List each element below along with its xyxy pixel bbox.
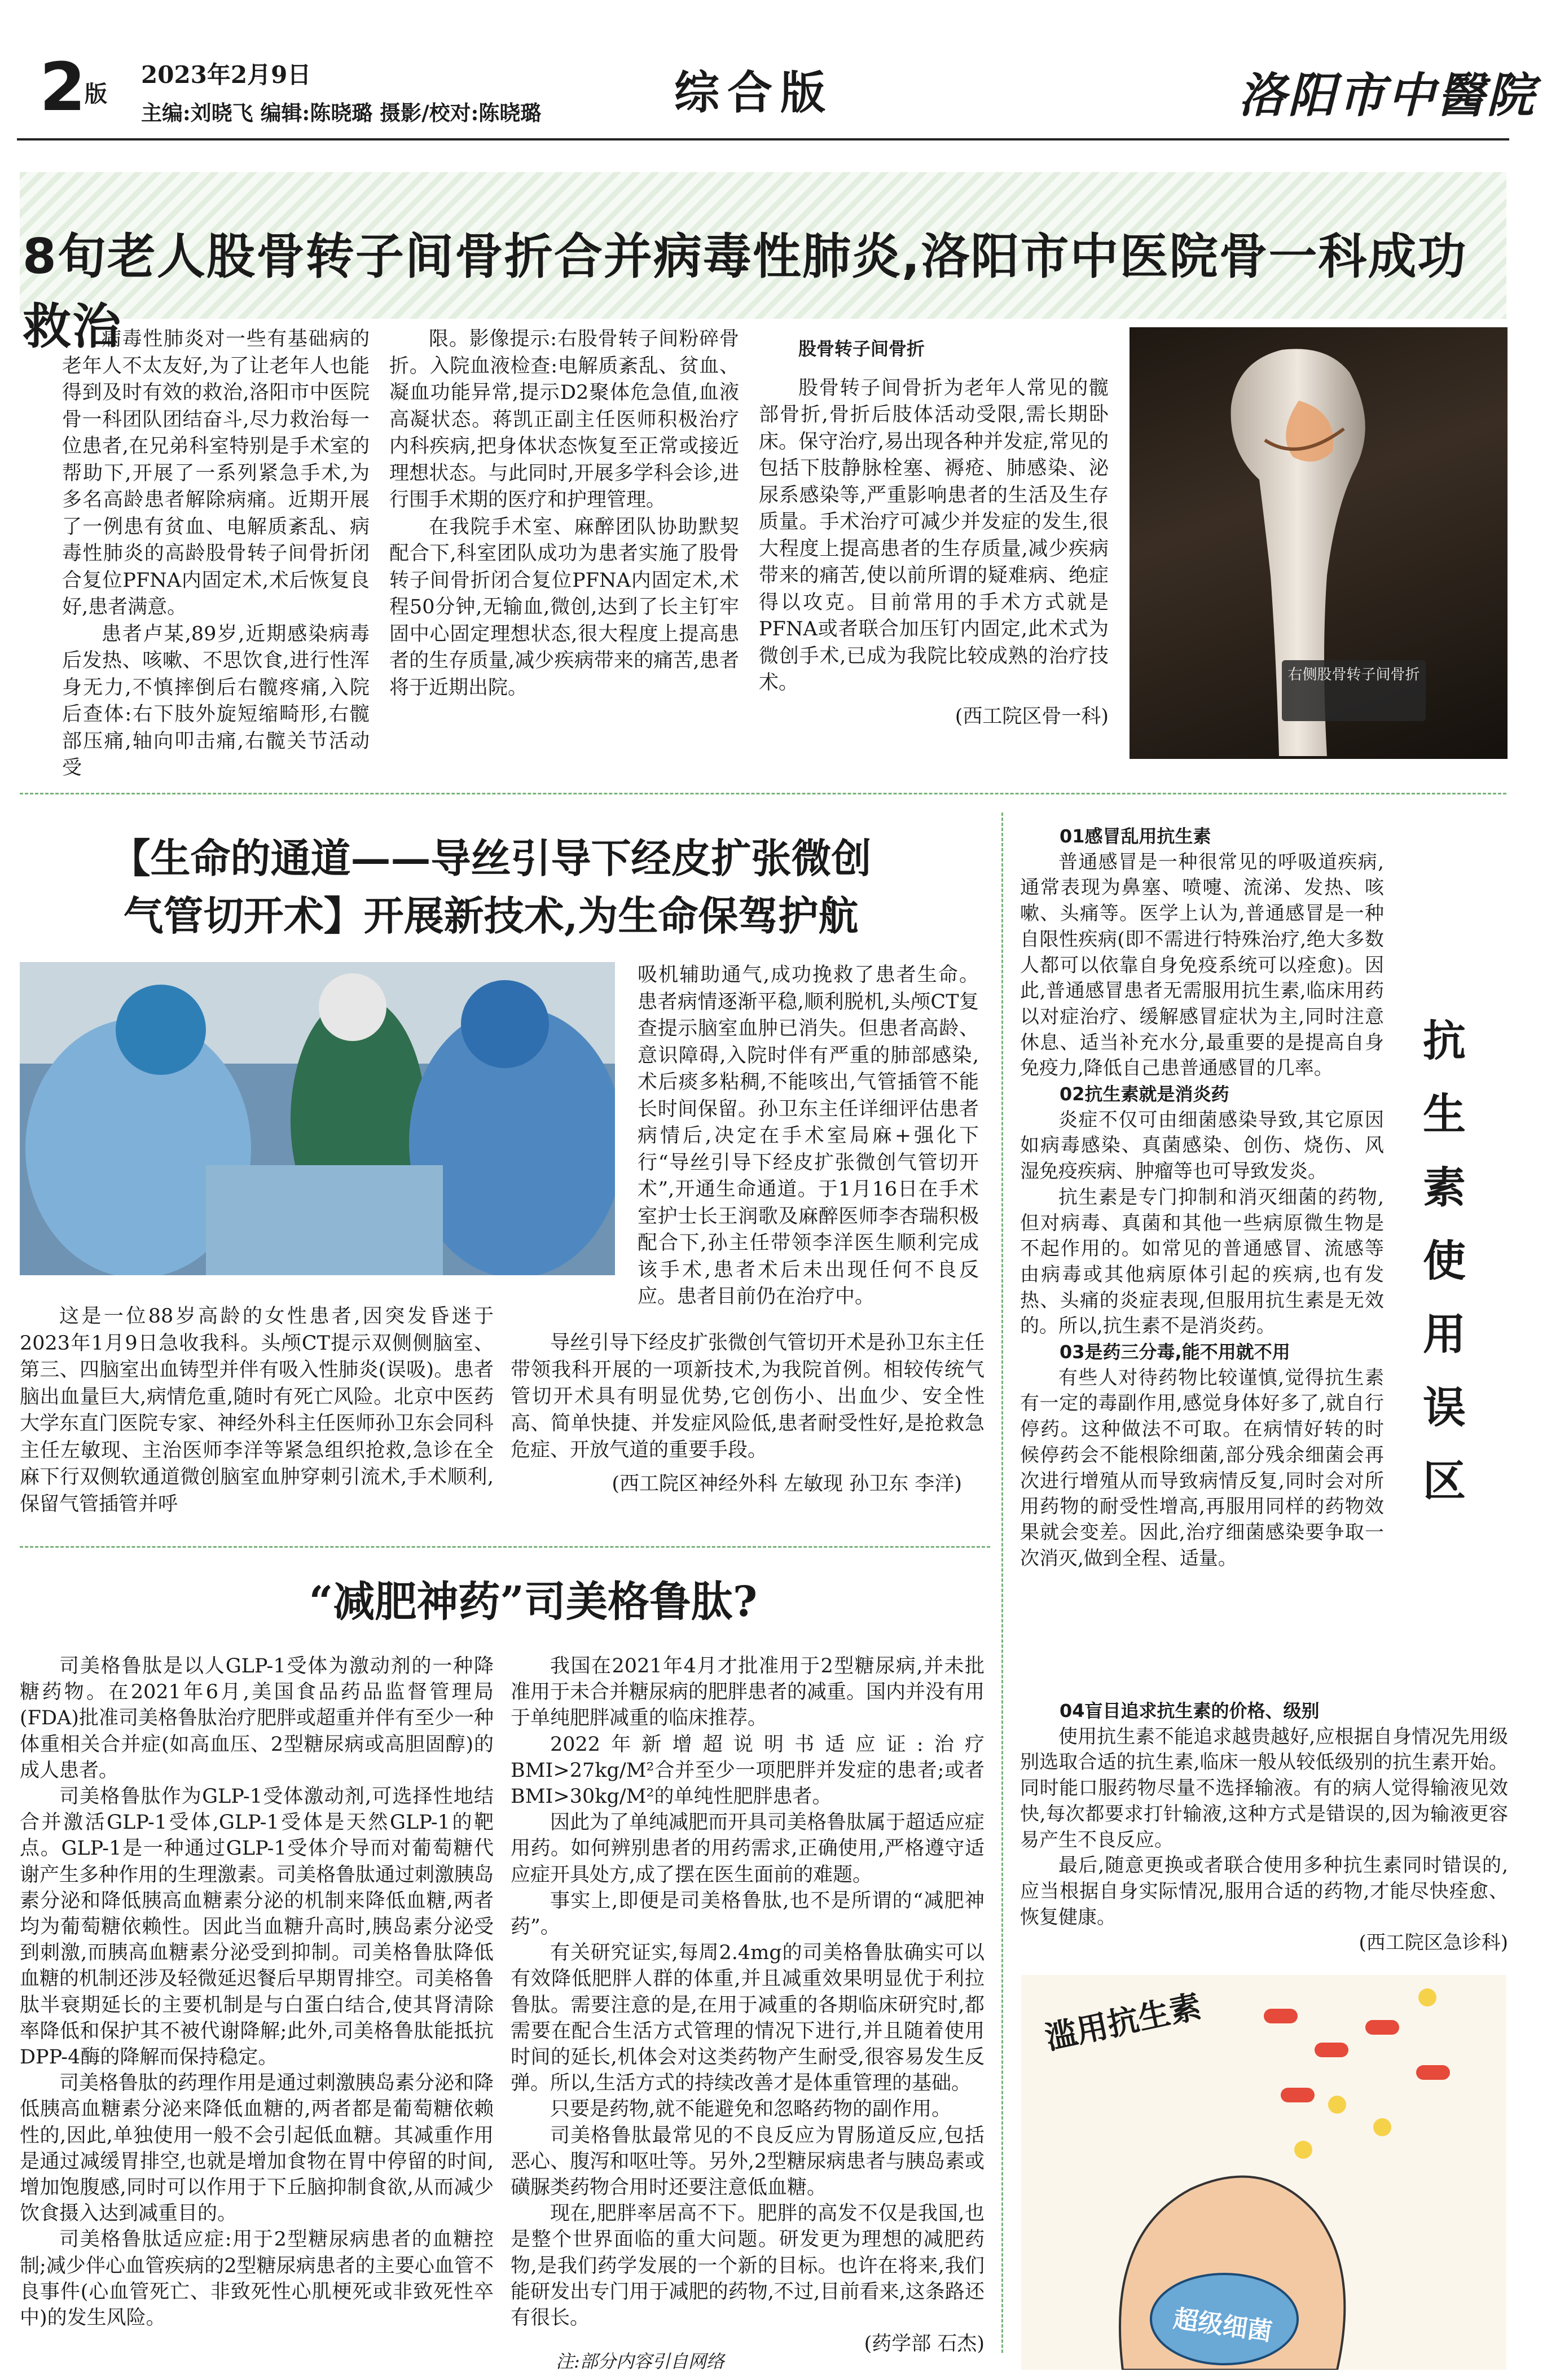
header-rule bbox=[17, 138, 1509, 140]
antibiotic-cartoon bbox=[1021, 1975, 1506, 2370]
paragraph: 抗生素是专门抑制和消灭细菌的药物,但对病毒、真菌和其他一些病原微生物是不起作用的。如常见的普通感冒、流感等由病毒或其他病原体引起的疾病,也有发热、头痛的炎症表现,但服用抗生素是无效的。所以,抗生素不是消炎药。 bbox=[1020, 1185, 1384, 1338]
hospital-logo: 洛阳市中醫院 bbox=[1238, 67, 1537, 123]
xray-image bbox=[1130, 327, 1508, 759]
article2-right-col bbox=[638, 962, 979, 1311]
column-divider bbox=[1001, 813, 1003, 2353]
paragraph: 病毒性肺炎对一些有基础病的老年人不太友好,为了让老年人也能得到及时有效的救治,洛阳市中医院骨一科团队团结奋斗,尽力救治每一位患者,在兄弟科室特别是手术室的帮助下,开展了一系列紧急手术,为多名高龄患者解除病痛。近期开展了一例患有贫血、电解质紊乱、病毒性肺炎的高龄股骨转子间骨折闭合复位PFNA内固定术,术后恢复良好,患者满意。 bbox=[62, 328, 370, 618]
paragraph: 2022年新增超说明书适应证:治疗BMI>27kg/M²合并至少一项肥胖并发症的患者;或者BMI>30kg/M²的单纯性肥胖患者。 bbox=[511, 1733, 985, 1808]
article1-credit: (西工院区骨一科) bbox=[955, 705, 1109, 728]
paragraph: 这是一位88岁高龄的女性患者,因突发昏迷于2023年1月9日急收我科。头颅CT提示双侧侧脑室、第三、四脑室出血铸型并伴有吸入性肺炎(误吸)。患者脑出血量巨大,病情危重,随时有死亡风险。北京中医药大学东直门医院专家、神经外科主任医师孙卫东会同科主任左敏现、主治医师李洋等紧急组织抢救,急诊在全麻下行双侧软通道微创脑室血肿穿刺引流术,手术顺利,保留气管插管并呼 bbox=[20, 1305, 494, 1516]
illus-label-bottom: 超级细菌 bbox=[1171, 2304, 1274, 2347]
paragraph: 炎症不仅可由细菌感染导致,其它原因如病毒感染、真菌感染、创伤、烧伤、风湿免疫疾病、肿瘤等也可导致发炎。 bbox=[1020, 1108, 1384, 1183]
headline-line: 【生命的通道——导丝引导下经皮扩张微创 bbox=[110, 835, 872, 882]
paragraph: 股骨转子间骨折为老年人常见的髋部骨折,骨折后肢体活动受限,需长期卧床。保守治疗,易出现各种并发症,常见的包括下肢静脉栓塞、褥疮、肺感染、泌尿系感染等,严重影响患者的生活及生存质量。手术治疗可减少并发症的发生,很大程度上提高患者的生存质量,减少疾病带来的痛苦,使以前所谓的疑难病、绝症得以攻克。目前常用的手术方式就是PFNA或者联合加压钉内固定,此术式为微创手术,已成为我院比较成熟的治疗技术。 bbox=[759, 376, 1109, 694]
sidebar-heading: 01感冒乱用抗生素 bbox=[1060, 825, 1211, 847]
paragraph: 有些人对待药物比较谨慎,觉得抗生素有一定的毒副作用,感觉身体好多了,就自行停药。这种做法不可取。在病情好转的时候停药会不能根除细菌,部分残余细菌会再次进行增殖从而导致病情反复,同时会对所用药物的耐受性增高,再服用同样的药物效果就会变差。因此,治疗细菌感染要争取一次消灭,做到全程、适量。 bbox=[1020, 1366, 1384, 1570]
headline-line: 气管切开术】开展新技术,为生命保驾护航 bbox=[123, 892, 859, 939]
paragraph: 我国在2021年4月才批准用于2型糖尿病,并未批准用于未合并糖尿病的肥胖患者的减重。国内并没有用于单纯肥胖减重的临床推荐。 bbox=[511, 1655, 985, 1730]
sidebar-heading: 02抗生素就是消炎药 bbox=[1060, 1083, 1229, 1105]
paragraph: 最后,随意更换或者联合使用多种抗生素同时错误的,应当根据自身实际情况,服用合适的药物,才能尽快痊愈、恢复健康。 bbox=[1020, 1854, 1508, 1929]
article1-headline: 8旬老人股骨转子间骨折合并病毒性肺炎,洛阳市中医院骨一科成功救治 bbox=[23, 229, 1467, 355]
section-divider bbox=[20, 793, 1506, 794]
article2-left-col bbox=[20, 1303, 494, 1518]
footnote: 注:部分内容引自网络 bbox=[556, 2351, 724, 2372]
sidebar-col-bottom bbox=[1020, 1698, 1508, 1956]
section-divider bbox=[20, 1546, 990, 1548]
paragraph: 司美格鲁肽最常见的不良反应为胃肠道反应,包括恶心、腹泻和呕吐等。另外,2型糖尿病患者与胰岛素或磺脲类药物合用时还要注意低血糖。 bbox=[511, 2124, 985, 2199]
article3-col2 bbox=[511, 1653, 985, 2357]
paragraph: 事实上,即便是司美格鲁肽,也不是所谓的“减肥神药”。 bbox=[511, 1889, 985, 1939]
page-number: 2 bbox=[39, 48, 86, 126]
article3-col1 bbox=[20, 1653, 494, 2331]
article2-headline bbox=[51, 829, 931, 945]
article2-lower-col bbox=[511, 1330, 985, 1498]
surgery-scene bbox=[20, 962, 615, 1275]
paragraph: 导丝引导下经皮扩张微创气管切开术是孙卫东主任带领我科开展的一项新技术,为我院首例。相较传统气管切开术具有明显优势,它创伤小、出血少、安全性高、简单快捷、并发症风险低,患者耐受性好,是抢救急危症、开放气道的重要手段。 bbox=[511, 1332, 985, 1461]
article1-col2 bbox=[389, 326, 739, 701]
paragraph: 有关研究证实,每周2.4mg的司美格鲁肽确实可以有效降低肥胖人群的体重,并且减重效果明显优于利拉鲁肽。需要注意的是,在用于减重的各期临床研究时,都需要在配合生活方式管理的情况下进行,并且随着使用时间的延长,机体会对这类药物产生耐受,很容易发生反弹。所以,生活方式的持续改善才是体重管理的基础。 bbox=[511, 1942, 985, 2095]
issue-date: 2023年2月9日 bbox=[141, 61, 311, 89]
page-suffix: 版 bbox=[85, 81, 107, 107]
paragraph: 限。影像提示:右股骨转子间粉碎骨折。入院血液检查:电解质紊乱、贫血、凝血功能异常,提示D2聚体危急值,血液高凝状态。蒋凯正副主任医师积极治疗内科疾病,把身体状态恢复至正常或接近理想状态。与此同时,开展多学科会诊,进行围手术期的医疗和护理管理。 bbox=[389, 328, 739, 511]
paragraph: 只要是药物,就不能避免和忽略药物的副作用。 bbox=[550, 2098, 952, 2121]
article1-col1 bbox=[62, 326, 370, 782]
paragraph: 因此为了单纯减肥而开具司美格鲁肽属于超适应症用药。如何辨别患者的用药需求,正确使用,严格遵守适应症开具处方,成了摆在医生面前的难题。 bbox=[511, 1811, 985, 1886]
sidebar-title: 抗生素使用误区 bbox=[1423, 1016, 1466, 1506]
article3-credit: (药学部 石杰) bbox=[864, 2333, 985, 2356]
paragraph: 现在,肥胖率居高不下。肥胖的高发不仅是我国,也是整个世界面临的重大问题。研发更为理想的减肥药物,是我们药学发展的一个新的目标。也许在将来,我们能研发出专门用于减肥的药物,不过,目前看来,这条路还有很长。 bbox=[511, 2202, 985, 2330]
paragraph: 使用抗生素不能追求越贵越好,应根据自身情况先用级别选取合适的抗生素,临床一般从较低级别的抗生素开始。同时能口服药物尽量不选择输液。有的病人觉得输液见效快,每次都要求打针输液,这种方式是错误的,因为输液更容易产生不良反应。 bbox=[1020, 1725, 1508, 1851]
surgery-photo bbox=[20, 962, 615, 1275]
article1-col3 bbox=[759, 336, 1109, 730]
paragraph: 司美格鲁肽作为GLP-1受体激动剂,可选择性地结合并激活GLP-1受体,GLP-1受体是天然GLP-1的靶点。GLP-1是一种通过GLP-1受体介导而对葡萄糖代谢产生多种作用的生理激素。司美格鲁肽通过刺激胰岛素分泌和降低胰高血糖素分泌的机制来降低血糖,两者均为葡萄糖依赖性。因此当血糖升高时,胰岛素分泌受到刺激,而胰高血糖素分泌受到抑制。司美格鲁肽降低血糖的机制还涉及轻微延迟餐后早期胃排空。司美格鲁肽半衰期延长的主要机制是与白蛋白结合,使其肾清除率降低和保护其不被代谢降解;此外,司美格鲁肽能抵抗DPP-4酶的降解而保持稳定。 bbox=[20, 1785, 494, 2069]
staff-line: 主编:刘晓飞 编辑:陈晓璐 摄影/校对:陈晓璐 bbox=[141, 100, 542, 125]
sidebar-heading: 04盲目追求抗生素的价格、级别 bbox=[1060, 1700, 1320, 1722]
article2-credit: (西工院区神经外科 左敏现 孙卫东 李洋) bbox=[612, 1472, 962, 1495]
paragraph: 司美格鲁肽是以人GLP-1受体为激动剂的一种降糖药物。在2021年6月,美国食品药品监督管理局(FDA)批准司美格鲁肽治疗肥胖或超重并伴有至少一种体重相关合并症(如高血压、2型糖尿病或高胆固醇)的成人患者。 bbox=[20, 1655, 494, 1782]
sidebar-col-top bbox=[1020, 824, 1384, 1571]
photo-caption: 右侧股骨转子间骨折 bbox=[1282, 660, 1426, 721]
paragraph: 普通感冒是一种很常见的呼吸道疾病,通常表现为鼻塞、喷嚏、流涕、发热、咳嗽、头痛等。医学上认为,普通感冒是一种自限性疾病(即不需进行特殊治疗,绝大多数人都可以依靠自身免疫系统可以痊愈)。因此,普通感冒患者无需服用抗生素,临床用药以对症治疗、缓解感冒症状为主,同时注意休息、适当补充水分,最重要的是提高自身免疫力,降低自己患普通感冒的几率。 bbox=[1020, 850, 1384, 1080]
sidebar-subtitle: 股骨转子间骨折 bbox=[798, 338, 925, 359]
illus-label-top: 滥用抗生素 bbox=[1042, 1988, 1205, 2057]
paragraph: 患者卢某,89岁,近期感染病毒后发热、咳嗽、不思饮食,进行性浑身无力,不慎摔倒后右髋疼痛,入院后查体:右下肢外旋短缩畸形,右髋部压痛,轴向叩击痛,右髋关节活动受 bbox=[62, 622, 370, 779]
article3-headline: “减肥神药”司美格鲁肽? bbox=[309, 1578, 758, 1626]
paragraph: 在我院手术室、麻醉团队协助默契配合下,科室团队成功为患者实施了股骨转子间骨折闭合复位PFNA内固定术,术程50分钟,无输血,微创,达到了长主钉牢固中心固定理想状态,很大程度上提高患者的生存质量,减少疾病带来的痛苦,患者将于近期出院。 bbox=[389, 515, 739, 699]
paragraph: 吸机辅助通气,成功挽救了患者生命。患者病情逐渐平稳,顺利脱机,头颅CT复查提示脑室血肿已消失。但患者高龄、意识障碍,入院时伴有严重的肺部感染,术后痰多粘稠,不能咳出,气管插管不能长时间保留。孙卫东主任详细评估患者病情后,决定在手术室局麻+强化下行“导丝引导下经皮扩张微创气管切开术”,开通生命通道。于1月16日在手术室护士长王润歌及麻醉医师李杏瑞积极配合下,孙主任带领李洋医生顺利完成该手术,患者术后未出现任何不良反应。患者目前仍在治疗中。 bbox=[638, 964, 979, 1308]
paragraph: 司美格鲁肽适应症:用于2型糖尿病患者的血糖控制;减少伴心血管疾病的2型糖尿病患者的主要心血管不良事件(心血管死亡、非致死性心肌梗死或非致死性卒中)的发生风险。 bbox=[20, 2228, 494, 2330]
sidebar-credit: (西工院区急诊科) bbox=[1359, 1931, 1508, 1955]
paragraph: 司美格鲁肽的药理作用是通过刺激胰岛素分泌和降低胰高血糖素分泌来降低血糖的,两者都是葡萄糖依赖性的,因此,单独使用一般不会引起低血糖。其减重作用是通过减缓胃排空,也就是增加食物在胃中停留的时间,增加饱腹感,同时可以作用于下丘脑抑制食欲,从而减少饮食摄入达到减重目的。 bbox=[20, 2072, 494, 2225]
sidebar-heading: 03是药三分毒,能不用就不用 bbox=[1060, 1341, 1290, 1363]
section-title: 综合版 bbox=[674, 66, 833, 119]
